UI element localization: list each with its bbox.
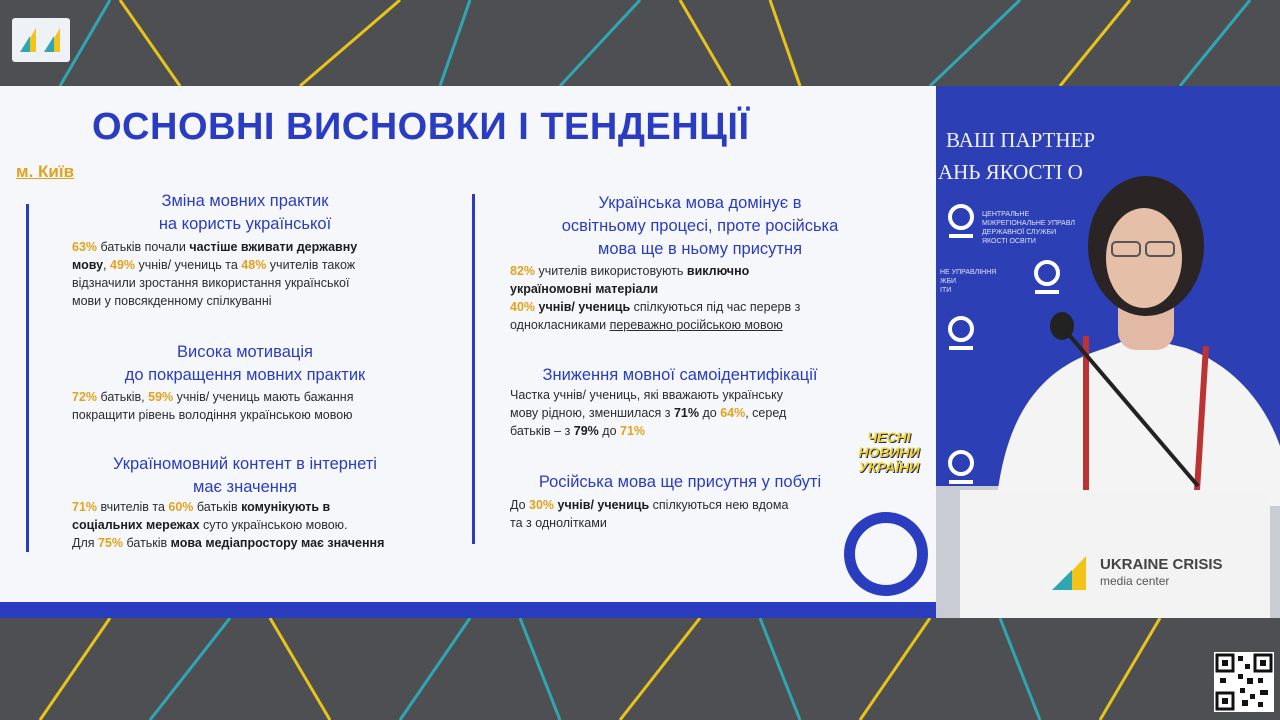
backdrop-org-text: ЦЕНТРАЛЬНЕ МІЖРЕГІОНАЛЬНЕ УПРАВЛ ДЕРЖАВНОЇ СЛУЖБИ ЯКОСТІ ОСВІТИ [982, 211, 1076, 245]
left-section-3-body: 71% вчителів та 60% батьків комунікують в соціальних мережах суто українською мовою. Для 75% батьків мова медіапростору має значення [72, 500, 385, 550]
center-divider [472, 194, 475, 544]
right-section-2-body: Частка учнів/ учениць, які вважають українську мову рідною, зменшилася з 71% до 64%, серед батьків – з 79% до 71% [510, 388, 787, 438]
right-section-1-title: Українська мова домінує в освітньому процесі, проте російська мова ще в ньому присутня [561, 194, 839, 258]
speaker-camera-feed [936, 86, 1280, 618]
backdrop-slogan-2: АНЬ ЯКОСТІ О [938, 160, 1083, 184]
podium-org-name: UKRAINE CRISIS [1100, 556, 1223, 573]
channel-logo [12, 18, 70, 62]
ukraine-crisis-logo-icon [1050, 552, 1094, 592]
left-divider [26, 204, 29, 552]
right-section-2-title: Зниження мовної самоідентифікації [542, 366, 818, 384]
podium-org-subtitle: media center [1100, 574, 1170, 588]
ring-logo-icon [844, 512, 928, 596]
speaker-podium [960, 490, 1270, 618]
right-section-3-body: До 30% учнів/ учениць спілкуються нею вдома та з однолітками [510, 498, 789, 530]
right-section-3-title: Російська мова ще присутня у побуті [538, 473, 822, 491]
right-section-1-body: 82% учителів використовують виключно україномовні матеріали 40% учнів/ учениць спілкуються під час перерв з однокласниками переважно російською мовою [510, 264, 801, 332]
presentation-slide [0, 86, 936, 618]
channel-logo-icon [12, 18, 70, 62]
slide-city-label: м. Київ [16, 162, 75, 181]
left-section-2-body: 72% батьків, 59% учнів/ учениць мають бажання покращити рівень володіння українською мовою [72, 390, 354, 422]
backdrop-slogan-1: ВАШ ПАРТНЕР [946, 128, 1096, 152]
left-section-1-title: Зміна мовних практик на користь української [158, 192, 332, 233]
left-section-1-body: 63% батьків почали частіше вживати державну мову, 49% учнів/ учениць та 48% учителів також відзначили зростання використання української мови у повсякденному спілкуванні [72, 240, 358, 308]
left-section-2-title: Висока мотивація до покращення мовних практик [124, 343, 366, 384]
left-section-3-title: Україномовний контент в інтернеті має значення [113, 455, 377, 496]
slide-title: ОСНОВНІ ВИСНОВКИ І ТЕНДЕНЦІЇ [92, 106, 750, 148]
slide-bottom-bar [0, 602, 936, 618]
news-watermark: ЧЕСНІ НОВИНИ УКРАЇНИ [858, 429, 920, 475]
backdrop-org-text-short: НЕ УПРАВЛІННЯ ЖБИ ІТИ [940, 269, 997, 294]
qr-code-icon[interactable] [1214, 652, 1274, 712]
speaker-figure [936, 86, 1280, 506]
